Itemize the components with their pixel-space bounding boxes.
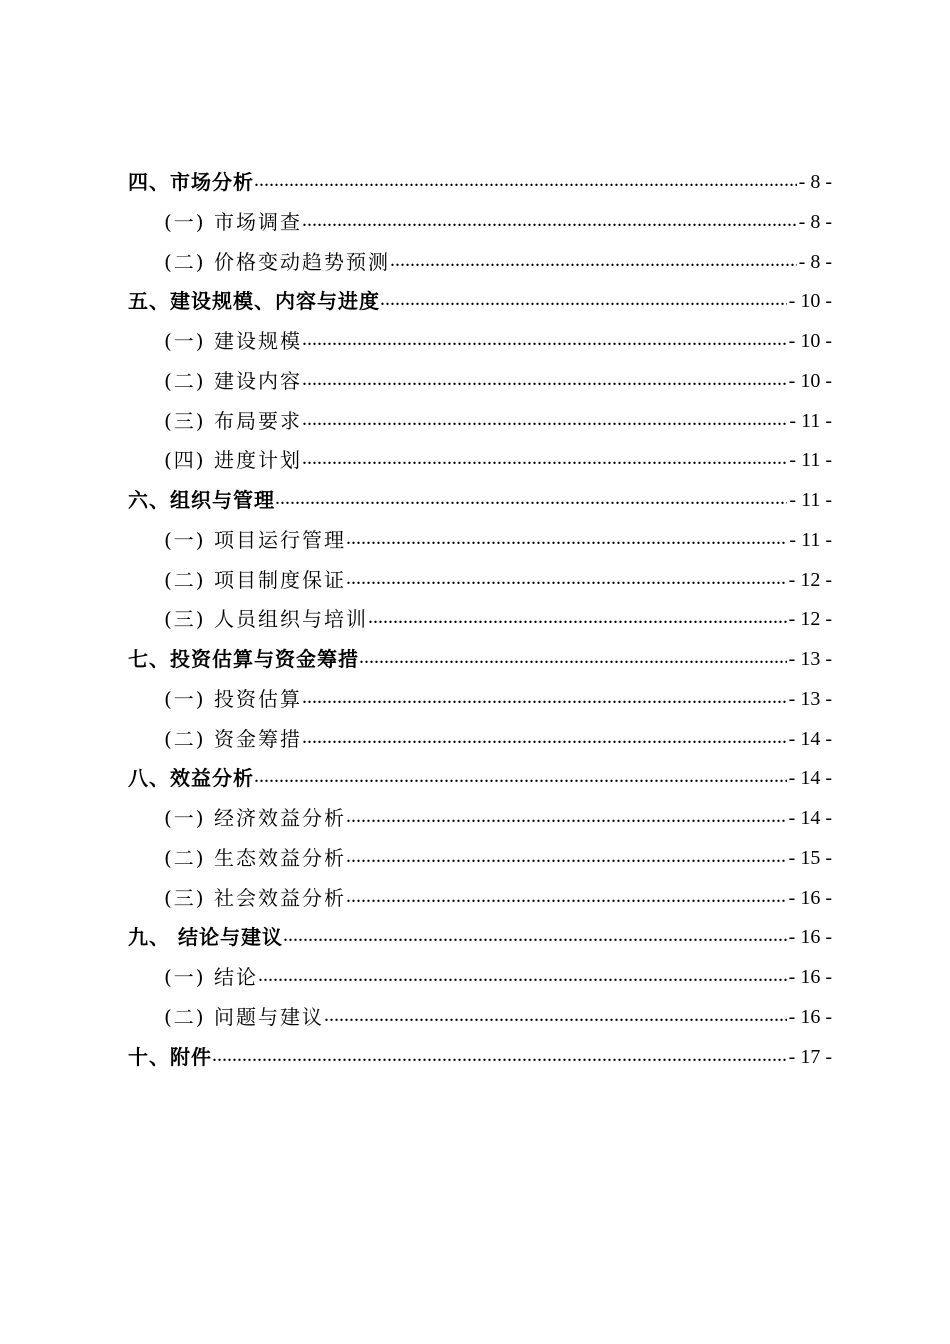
toc-dot-leader [302,320,787,360]
toc-dot-leader [346,837,787,877]
toc-entry-label: 九、 结论与建议 [128,925,283,950]
toc-dot-leader [302,400,787,440]
toc-page-number: - 11 - [789,489,832,511]
toc-entry-label: 七、投资估算与资金筹措 [128,647,359,671]
toc-page-number: - 12 - [788,608,832,631]
toc-dot-leader [212,1036,787,1076]
toc-chapter-entry[interactable] [128,640,832,680]
toc-dot-leader [380,280,787,320]
toc-entry-label: (二) 项目制度保证 [164,567,346,592]
toc-section-entry[interactable] [128,203,832,243]
toc-entry-label: (二) 资金筹措 [164,726,302,751]
toc-dot-leader [359,638,787,678]
toc-page-number: - 14 - [788,727,832,750]
toc-entry-label: (二) 生态效益分析 [164,845,346,870]
toc-page-number: - 13 - [788,648,832,670]
toc-page-number: - 13 - [788,687,832,710]
toc-dot-leader [302,201,797,241]
toc-chapter-entry[interactable] [128,1038,832,1078]
toc-dot-leader [302,718,787,758]
toc-section-entry[interactable] [128,243,832,283]
toc-chapter-entry[interactable] [128,481,832,521]
toc-page-number: - 16 - [788,966,832,988]
toc-section-entry[interactable] [128,600,832,640]
toc-section-entry[interactable] [128,998,832,1038]
toc-dot-leader [302,678,787,718]
toc-page-number: - 11 - [789,528,832,551]
toc-entry-label: 五、建设规模、内容与进度 [128,289,380,314]
toc-entry-label: (三) 人员组织与培训 [164,607,368,632]
toc-section-entry[interactable] [128,521,832,561]
toc-dot-leader [302,360,787,400]
toc-page-number: - 15 - [788,846,832,869]
toc-dot-leader [283,916,787,956]
toc-section-entry[interactable] [128,799,832,839]
toc-dot-leader [346,877,787,917]
toc-chapter-entry[interactable] [128,282,832,322]
toc-section-entry[interactable] [128,402,832,442]
toc-section-entry[interactable] [128,322,832,362]
toc-dot-leader [390,241,797,281]
toc-entry-label: (一) 市场调查 [164,209,302,234]
toc-section-entry[interactable] [128,362,832,402]
toc-page-number: - 17 - [788,1045,832,1068]
toc-dot-leader [346,559,787,599]
toc-entry-label: (二) 问题与建议 [164,1004,324,1029]
toc-section-entry[interactable] [128,561,832,601]
toc-section-entry[interactable] [128,958,832,998]
toc-page-number: - 8 - [798,171,832,193]
toc-dot-leader [346,797,787,837]
toc-section-entry[interactable] [128,680,832,720]
toc-section-entry[interactable] [128,879,832,919]
toc-entry-label: (一) 投资估算 [164,686,302,711]
toc-entry-label: 四、市场分析 [128,170,254,194]
toc-page-number: - 11 - [789,449,832,472]
toc-dot-leader [324,996,787,1036]
toc-page-number: - 16 - [788,1005,832,1028]
toc-page-number: - 8 - [798,250,832,273]
toc-section-entry[interactable] [128,839,832,879]
toc-dot-leader [258,956,787,996]
toc-page-number: - 10 - [788,369,832,392]
toc-page-number: - 8 - [798,210,832,233]
toc-entry-label: (三) 社会效益分析 [164,885,346,910]
toc-entry-label: (二) 建设内容 [164,368,302,393]
table-of-contents [128,163,832,1077]
toc-chapter-entry[interactable] [128,163,832,203]
toc-entry-label: (一) 经济效益分析 [164,806,346,830]
toc-page-number: - 16 - [788,926,832,949]
toc-page-number: - 12 - [788,568,832,591]
toc-entry-label: (四) 进度计划 [164,448,302,473]
toc-page-number: - 14 - [788,767,832,790]
toc-entry-label: 八、效益分析 [128,766,254,791]
toc-dot-leader [346,519,787,559]
toc-chapter-entry[interactable] [128,918,832,958]
toc-entry-label: 十、附件 [128,1044,212,1069]
toc-dot-leader [368,598,787,638]
toc-dot-leader [275,479,787,519]
toc-dot-leader [254,757,787,797]
toc-dot-leader [302,439,787,479]
toc-entry-label: (一) 结论 [164,965,258,989]
toc-page-number: - 10 - [788,330,832,352]
toc-entry-label: (一) 项目运行管理 [164,527,346,552]
toc-dot-leader [254,161,797,201]
toc-page-number: - 16 - [788,886,832,909]
toc-chapter-entry[interactable] [128,759,832,799]
toc-page-number: - 11 - [789,409,832,432]
toc-entry-label: (二) 价格变动趋势预测 [164,249,390,274]
toc-entry-label: (一) 建设规模 [164,329,302,353]
toc-section-entry[interactable] [128,720,832,760]
toc-entry-label: 六、组织与管理 [128,488,275,512]
toc-entry-label: (三) 布局要求 [164,408,302,433]
toc-section-entry[interactable] [128,441,832,481]
toc-page-number: - 14 - [788,807,832,829]
toc-page-number: - 10 - [788,290,832,313]
